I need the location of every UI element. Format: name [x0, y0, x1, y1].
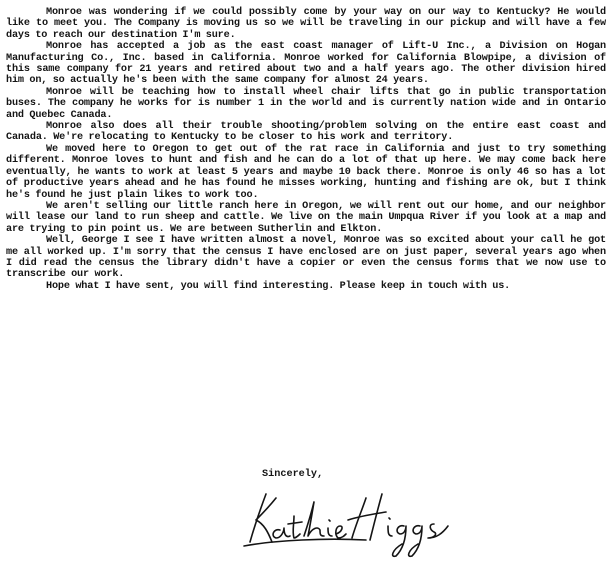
paragraph-ranch: We aren't selling our little ranch here in Oregon, we will rent out our home, and our neighbor will lease our land to run sheep and cattle. We live on the main Umpqua River if you look at a map and are trying to pin point us. We are between Sutherlin and Elkton.: [6, 200, 606, 235]
paragraph-relocation: Monroe also does all their trouble shooting/problem solving on the entire east coast and Canada. We're relocating to Kentucky to be closer to his work and territory.: [6, 121, 606, 144]
letter-body: [6, 7, 606, 292]
paragraph-oregon-move: We moved here to Oregon to get out of the rat race in California and just to try something different. Monroe loves to hunt and fish and he can do a lot of that up here. We may come back here eventually, he wants to work at least 5 years and maybe 10 back there. Monroe is only 46 so has a lot of productive years ahead and he has found he misses working, hunting and fishing are ok, but I think he's found he just plain likes to work too.: [6, 143, 606, 201]
paragraph-new-job: Monroe has accepted a job as the east coast manager of Lift-U Inc., a Division on Hogan Manufacturing Co., Inc. based in California. Monroe worked for California Blowpipe, a division of this same company for 21 years and retired about two and a half years ago. The other division hired him on, so actually he's been with the same company for almost 24 years.: [6, 41, 606, 87]
paragraph-census: Well, George I see I have written almost a novel, Monroe was so excited about your call he got me all worked up. I'm sorry that the census I have enclosed are on just paper, several years ago when I did read the census the library didn't have a copier or even the census forms that we now use to transcribe our work.: [6, 235, 606, 281]
handwritten-signature: [236, 480, 456, 560]
signature-drawing: [236, 480, 456, 560]
closing-salutation: Sincerely,: [262, 469, 324, 480]
paragraph-keep-in-touch: Hope what I have sent, you will find interesting. Please keep in touch with us.: [46, 280, 511, 292]
paragraph-wheelchair-lifts: Monroe will be teaching how to install wheel chair lifts that go in public transportation buses. The company he works for is number 1 in the world and is currently nation wide and in Ontario and Quebec Canada.: [6, 86, 606, 121]
paragraph-travel-request: Monroe was wondering if we could possibly come by your way on our way to Kentucky? He would like to meet you. The Company is moving us so we will be traveling in our pickup and will have a few days to reach our destination I'm sure.: [6, 7, 606, 41]
